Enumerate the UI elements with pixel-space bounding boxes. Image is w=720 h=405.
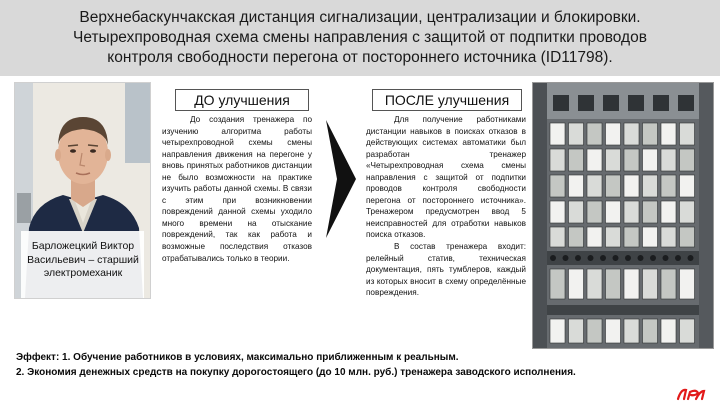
effect-line-1: Эффект: 1. Обучение работников в условиях, максимально приближенным к реальным.: [16, 352, 459, 363]
title-line-2: Четырехпроводная схема смены направления с защитой от подпитки проводов: [73, 29, 647, 46]
after-paragraph-1: Для получение работниками дистанции навыков в поисках отказов в действующих системах автоматики был разработан тренажер «Четырехпроводная схема смены направления с защитой от подпитки проводов контроля свободности перегона от постороннего источника». Тренажером предусмотрен ввод 5 неисправностей для отработки навыков поиска отказов.: [366, 115, 526, 240]
before-label: ДО улучшения: [175, 89, 309, 111]
before-paragraph: До создания тренажера по изучению алгоритма работы четырехпроводной схемы смены направления движения на перегоне у вновь принятых работников дистанции не было возможности на практике изучить работы данной схемы. В связи с этим при возникновении повреждений данной схемы уходило много времени на отыскание повреждений, так как работа и возможные последствия отказов отрабатывались только в теории.: [162, 115, 312, 263]
after-label: ПОСЛЕ улучшения: [372, 89, 522, 111]
title-line-3: контроля свободности перегона от постороннего источника (ID11798).: [107, 49, 613, 66]
relay-rack-photo: [532, 82, 714, 349]
rzd-logo: [676, 386, 706, 402]
title-line-1: Верхнебаскунчакская дистанция сигнализации, централизации и блокировки.: [79, 9, 641, 26]
title-banner: [0, 0, 720, 76]
effect-line-2: 2. Экономия денежных средств на покупку дорогостоящего (до 10 млн. руб.) тренажера заводского исполнения.: [16, 367, 576, 378]
before-description: [162, 114, 312, 264]
after-paragraph-2: В состав тренажера входит: релейный статив, техническая документация, пять тумблеров, каждый из которых вносит в схему определённые повреждения.: [366, 242, 526, 298]
employee-caption: Барложецкий Виктор Васильевич – старший электромеханик: [27, 240, 139, 279]
relay-rack-image: [533, 83, 713, 348]
right-arrow-icon: [326, 120, 356, 238]
after-description: [366, 114, 526, 299]
